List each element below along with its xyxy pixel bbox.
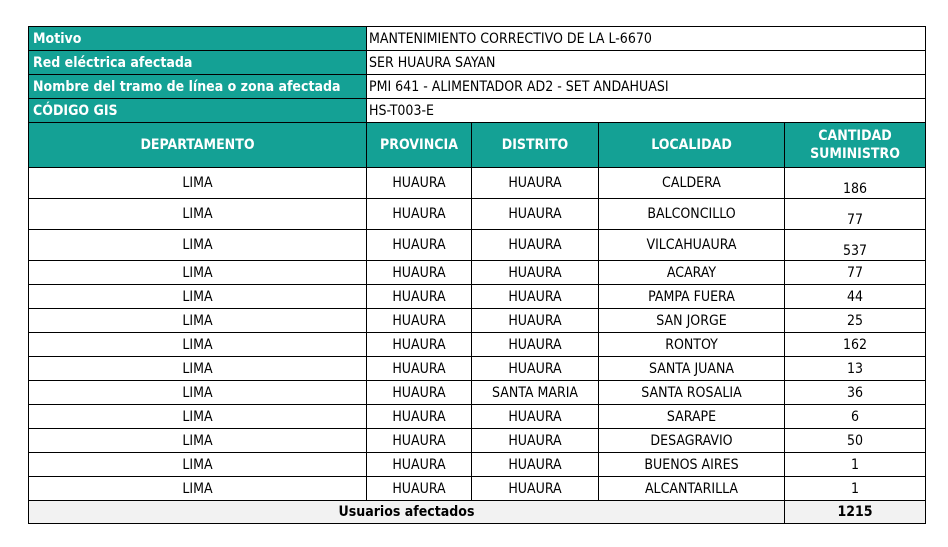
cell-distrito: HUAURA — [472, 230, 599, 261]
cell-localidad: BALCONCILLO — [599, 199, 785, 230]
table-row — [29, 285, 926, 309]
cell-cantidad: 6 — [785, 405, 926, 429]
cell-localidad: ACARAY — [599, 261, 785, 285]
cell-departamento: LIMA — [29, 429, 367, 453]
cell-localidad: VILCAHUAURA — [599, 230, 785, 261]
red-value: SER HUAURA SAYAN — [367, 51, 926, 75]
cell-localidad: DESAGRAVIO — [599, 429, 785, 453]
cell-provincia: HUAURA — [367, 477, 472, 501]
cell-cantidad: 13 — [785, 357, 926, 381]
motivo-label: Motivo — [29, 27, 367, 51]
table-row — [29, 429, 926, 453]
info-row-motivo — [29, 27, 926, 51]
info-row-gis — [29, 99, 926, 123]
cell-departamento: LIMA — [29, 357, 367, 381]
cell-localidad: BUENOS AIRES — [599, 453, 785, 477]
cell-provincia: HUAURA — [367, 381, 472, 405]
header-localidad: LOCALIDAD — [599, 123, 785, 168]
cell-departamento: LIMA — [29, 333, 367, 357]
cell-localidad: SANTA ROSALIA — [599, 381, 785, 405]
cell-localidad: SARAPE — [599, 405, 785, 429]
cell-provincia: HUAURA — [367, 168, 472, 199]
cell-distrito: HUAURA — [472, 477, 599, 501]
total-value: 1215 — [785, 501, 926, 524]
cell-departamento: LIMA — [29, 168, 367, 199]
table-row — [29, 453, 926, 477]
total-row — [29, 501, 926, 524]
cell-localidad: RONTOY — [599, 333, 785, 357]
table-row — [29, 261, 926, 285]
table-row — [29, 333, 926, 357]
header-distrito: DISTRITO — [472, 123, 599, 168]
table-row — [29, 309, 926, 333]
cell-provincia: HUAURA — [367, 357, 472, 381]
red-label: Red eléctrica afectada — [29, 51, 367, 75]
table-row — [29, 477, 926, 501]
cell-localidad: CALDERA — [599, 168, 785, 199]
cell-cantidad: 25 — [785, 309, 926, 333]
cell-provincia: HUAURA — [367, 309, 472, 333]
cell-distrito: HUAURA — [472, 357, 599, 381]
cell-cantidad: 50 — [785, 429, 926, 453]
cell-cantidad: 1 — [785, 453, 926, 477]
cell-cantidad: 1 — [785, 477, 926, 501]
header-provincia: PROVINCIA — [367, 123, 472, 168]
table-row — [29, 405, 926, 429]
cell-provincia: HUAURA — [367, 429, 472, 453]
cell-departamento: LIMA — [29, 477, 367, 501]
tramo-value: PMI 641 - ALIMENTADOR AD2 - SET ANDAHUASI — [367, 75, 926, 99]
cell-localidad: ALCANTARILLA — [599, 477, 785, 501]
cell-provincia: HUAURA — [367, 333, 472, 357]
cell-cantidad: 77 — [785, 261, 926, 285]
cell-departamento: LIMA — [29, 285, 367, 309]
gis-label: CÓDIGO GIS — [29, 99, 367, 123]
cell-distrito: HUAURA — [472, 333, 599, 357]
info-row-red — [29, 51, 926, 75]
cell-departamento: LIMA — [29, 261, 367, 285]
header-cantidad: CANTIDAD SUMINISTRO — [785, 123, 926, 168]
column-header-row — [29, 123, 926, 168]
cell-cantidad: 537 — [785, 230, 926, 261]
cell-cantidad: 186 — [785, 168, 926, 199]
cell-distrito: HUAURA — [472, 285, 599, 309]
total-label: Usuarios afectados — [29, 501, 785, 524]
cell-localidad: SANTA JUANA — [599, 357, 785, 381]
cell-distrito: HUAURA — [472, 261, 599, 285]
cell-departamento: LIMA — [29, 405, 367, 429]
motivo-value: MANTENIMIENTO CORRECTIVO DE LA L-6670 — [367, 27, 926, 51]
cell-distrito: HUAURA — [472, 405, 599, 429]
cell-cantidad: 162 — [785, 333, 926, 357]
header-departamento: DEPARTAMENTO — [29, 123, 367, 168]
table-row — [29, 230, 926, 261]
cell-distrito: HUAURA — [472, 429, 599, 453]
info-row-tramo — [29, 75, 926, 99]
cell-provincia: HUAURA — [367, 405, 472, 429]
table-row — [29, 381, 926, 405]
cell-localidad: SAN JORGE — [599, 309, 785, 333]
table-row — [29, 199, 926, 230]
cell-cantidad: 44 — [785, 285, 926, 309]
table-row — [29, 357, 926, 381]
cell-provincia: HUAURA — [367, 199, 472, 230]
cell-provincia: HUAURA — [367, 285, 472, 309]
cell-provincia: HUAURA — [367, 453, 472, 477]
cell-provincia: HUAURA — [367, 230, 472, 261]
cell-localidad: PAMPA FUERA — [599, 285, 785, 309]
cell-distrito: HUAURA — [472, 199, 599, 230]
cell-distrito: HUAURA — [472, 168, 599, 199]
table-row — [29, 168, 926, 199]
tramo-label: Nombre del tramo de línea o zona afectada — [29, 75, 367, 99]
cell-departamento: LIMA — [29, 199, 367, 230]
cell-provincia: HUAURA — [367, 261, 472, 285]
affected-users-table — [28, 26, 926, 524]
cell-cantidad: 77 — [785, 199, 926, 230]
cell-distrito: SANTA MARIA — [472, 381, 599, 405]
cell-departamento: LIMA — [29, 309, 367, 333]
cell-distrito: HUAURA — [472, 453, 599, 477]
gis-value: HS-T003-E — [367, 99, 926, 123]
cell-departamento: LIMA — [29, 453, 367, 477]
cell-distrito: HUAURA — [472, 309, 599, 333]
cell-cantidad: 36 — [785, 381, 926, 405]
cell-departamento: LIMA — [29, 381, 367, 405]
cell-departamento: LIMA — [29, 230, 367, 261]
